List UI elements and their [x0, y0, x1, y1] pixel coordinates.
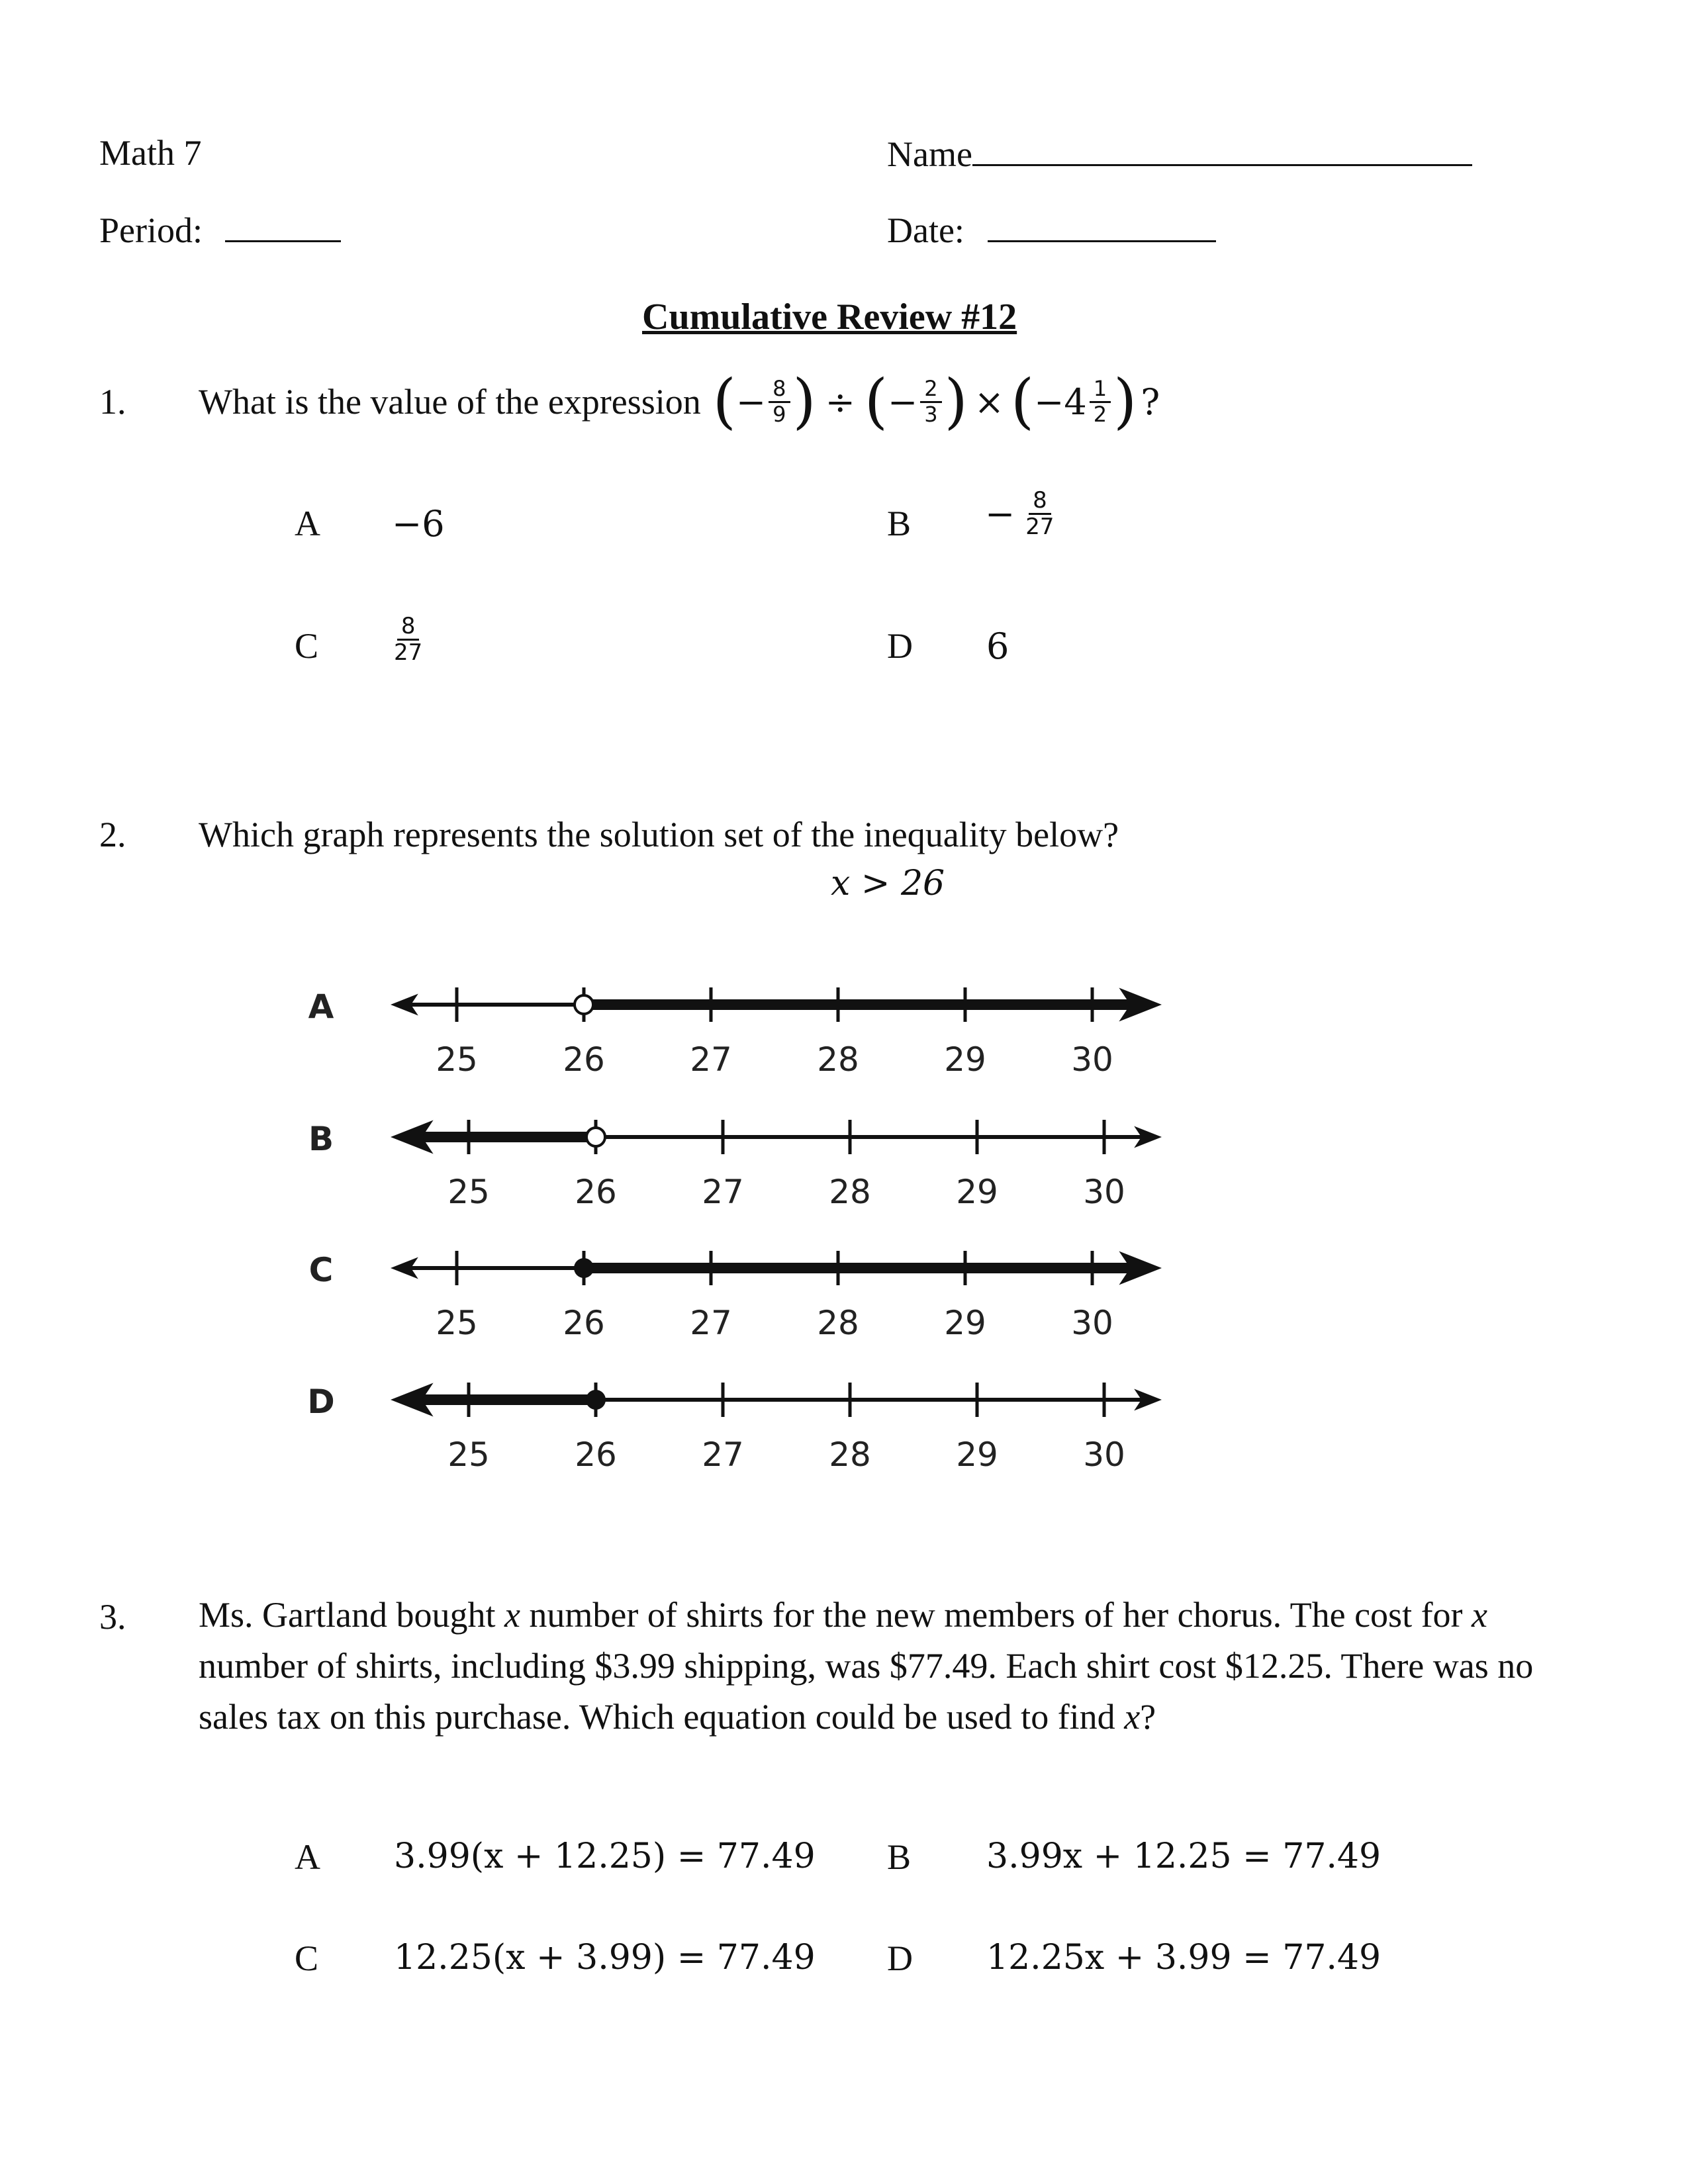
graph-a-open-point	[575, 995, 593, 1014]
q1-option-c-letter[interactable]: C	[295, 626, 319, 666]
q3-option-b-letter[interactable]: B	[887, 1837, 912, 1877]
q3-option-b-value[interactable]: 3.99x + 12.25 = 77.49	[986, 1837, 1382, 1876]
q1-option-d-value[interactable]: 6	[986, 625, 1009, 667]
q3-option-a-letter[interactable]: A	[295, 1837, 320, 1877]
graph-c-tick-label-26: 26	[563, 1304, 605, 1342]
graph-b-open-point	[586, 1128, 605, 1146]
graph-b-tick-label-28: 28	[829, 1173, 871, 1211]
q2-stem: Which graph represents the solution set of the inequality below?	[199, 815, 1119, 854]
graph-c-closed-point	[574, 1258, 594, 1278]
q3-number: 3.	[99, 1597, 126, 1637]
q3-option-d-letter[interactable]: D	[887, 1938, 913, 1978]
q1-stem-text: What is the value of the expression	[199, 382, 701, 422]
graph-a-tick-label-30: 30	[1071, 1040, 1113, 1079]
graph-c-tick-label-30: 30	[1071, 1304, 1113, 1342]
graph-b-tick-label-29: 29	[956, 1173, 998, 1211]
q1-expression: ( − $\frac{8}{9}$ ) ÷ ( − $\frac{2}{3}$ ) × ( −4 $\frac{1}{2}$ ) ?	[712, 367, 1160, 436]
q1-number: 1.	[99, 382, 126, 422]
graph-a-label: A	[308, 987, 334, 1026]
graph-a-tick-label-27: 27	[690, 1040, 732, 1079]
graph-b-tick-label-30: 30	[1083, 1173, 1125, 1211]
graph-d-tick-label-27: 27	[702, 1435, 744, 1474]
q3-option-d-value[interactable]: 12.25x + 3.99 = 77.49	[986, 1938, 1382, 1978]
graph-d-tick-label-29: 29	[956, 1435, 998, 1474]
q3-option-c-value[interactable]: 12.25(x + 3.99) = 77.49	[394, 1938, 816, 1978]
graph-a-tick-label-29: 29	[944, 1040, 986, 1079]
worksheet-title: Cumulative Review #12	[642, 296, 1017, 338]
q1-option-b-value[interactable]: − $\frac{8}{27}$	[985, 487, 1055, 541]
graph-b-tick-label-27: 27	[702, 1173, 744, 1211]
q1-option-d-letter[interactable]: D	[887, 626, 913, 666]
q1-option-a-letter[interactable]: A	[295, 504, 320, 543]
graph-a-tick-label-28: 28	[817, 1040, 859, 1079]
q1-option-b-letter[interactable]: B	[887, 504, 912, 543]
period-label: Period:	[99, 210, 203, 250]
graph-d-label: D	[307, 1383, 335, 1421]
q2-number: 2.	[99, 815, 126, 854]
graph-c-tick-label-27: 27	[690, 1304, 732, 1342]
q1-option-c-value[interactable]: $\frac{8}{27}$	[394, 613, 423, 666]
q2-inequality: x > 26	[831, 864, 945, 903]
graph-a-tick-label-25: 25	[436, 1040, 478, 1079]
graph-d-tick-label-28: 28	[829, 1435, 871, 1474]
graph-d-tick-label-26: 26	[575, 1435, 617, 1474]
q3-option-c-letter[interactable]: C	[295, 1938, 319, 1978]
graph-c-tick-label-29: 29	[944, 1304, 986, 1342]
graph-b-label: B	[308, 1120, 334, 1158]
graph-c-tick-label-25: 25	[436, 1304, 478, 1342]
graph-c-label: C	[308, 1251, 334, 1289]
course-title: Math 7	[99, 133, 202, 173]
graph-d-tick-label-25: 25	[447, 1435, 490, 1474]
graph-d-tick-label-30: 30	[1083, 1435, 1125, 1474]
q3-option-a-value[interactable]: 3.99(x + 12.25) = 77.49	[394, 1837, 816, 1876]
q1-option-a-value[interactable]: −6	[392, 503, 445, 545]
graph-a-tick-label-26: 26	[563, 1040, 605, 1079]
graph-b-tick-label-25: 25	[447, 1173, 490, 1211]
date-label: Date:	[887, 210, 964, 250]
graph-c-tick-label-28: 28	[817, 1304, 859, 1342]
name-label: Name	[887, 134, 972, 174]
graph-b-tick-label-26: 26	[575, 1173, 617, 1211]
q3-stem: Ms. Gartland bought x number of shirts for the new members of her chorus. The cost for x number of shirts, including $3.99 shipping, was $77.49. Each shirt cost $12.25. There was no sales tax on this purchase. Which equation could be used to find x?	[199, 1595, 1534, 1737]
graph-d-closed-point	[586, 1390, 606, 1410]
